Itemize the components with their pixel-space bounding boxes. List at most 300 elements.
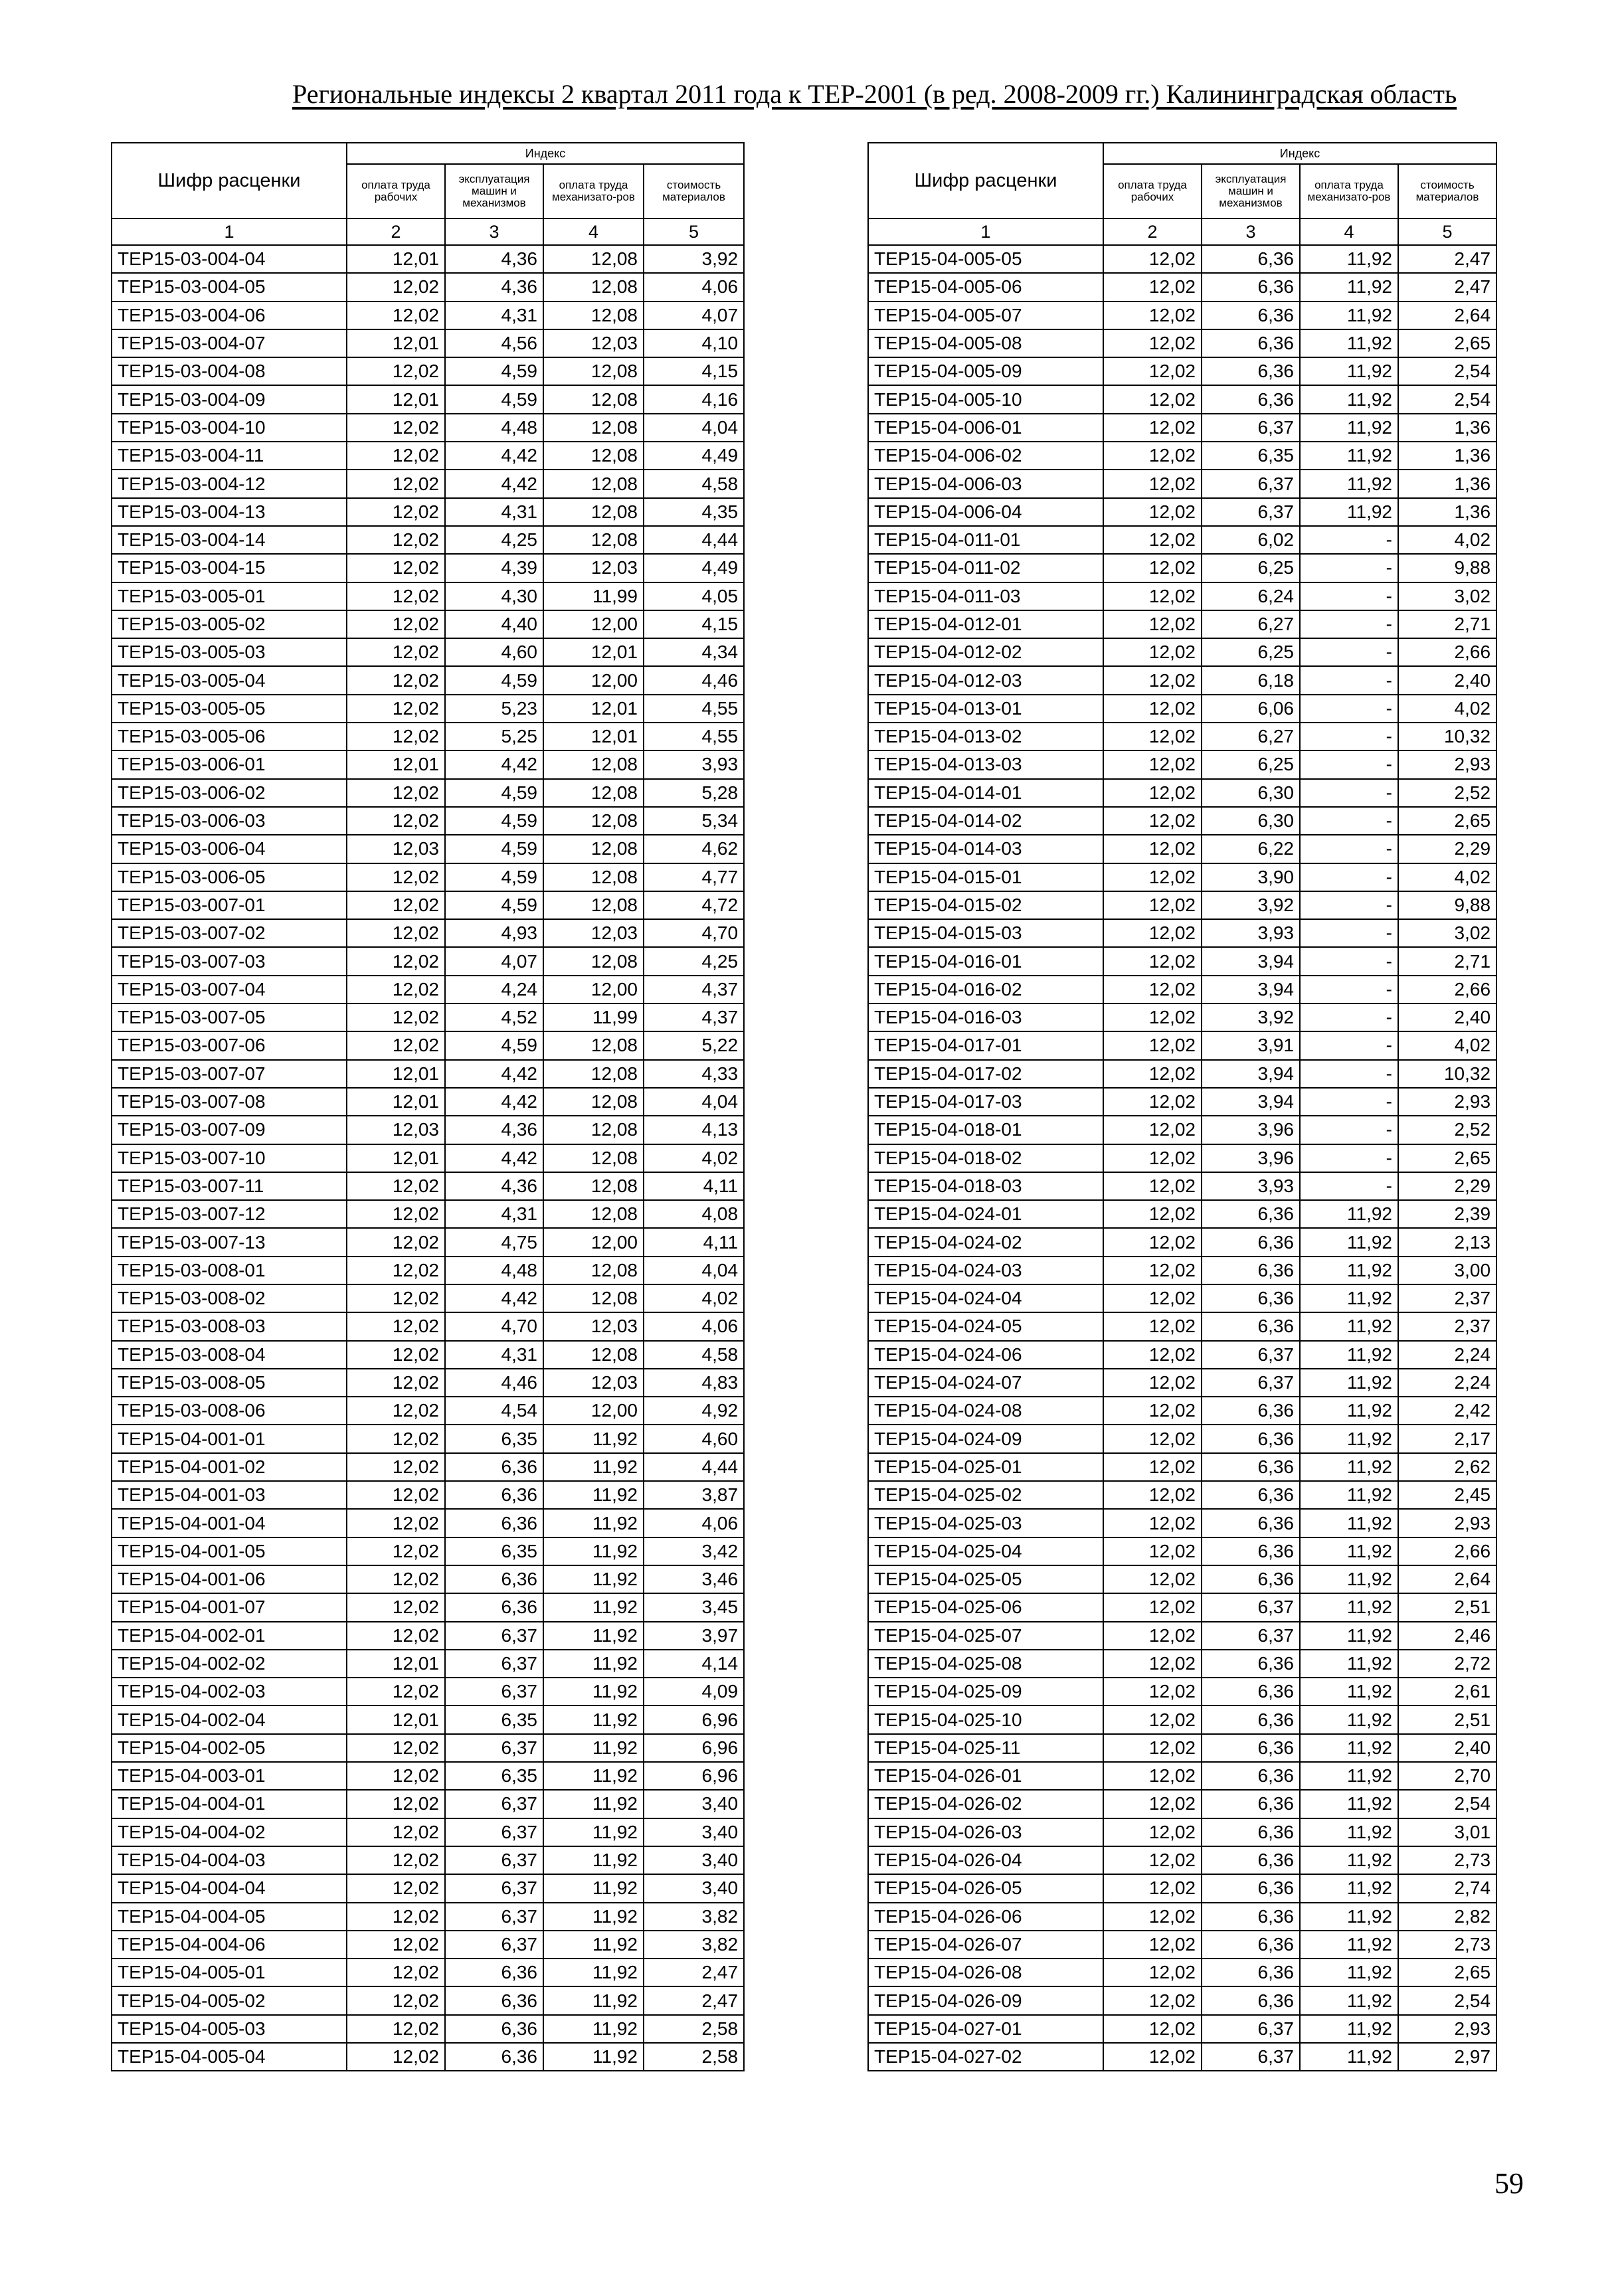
table-row <box>868 1228 1496 1256</box>
table-row <box>868 835 1496 863</box>
index-value-cell: 2,37 <box>1398 1312 1496 1340</box>
index-value-cell: 4,83 <box>644 1369 744 1397</box>
index-value-cell: 12,02 <box>347 1509 445 1537</box>
index-value-cell: - <box>1300 779 1398 807</box>
rate-code-cell: ТЕР15-04-005-06 <box>868 273 1103 301</box>
table-row <box>112 1312 744 1340</box>
rate-code-cell: ТЕР15-04-001-03 <box>112 1481 347 1509</box>
index-value-cell: 12,02 <box>347 582 445 610</box>
index-value-cell: 11,92 <box>1300 1257 1398 1284</box>
index-value-cell: 2,71 <box>1398 947 1496 975</box>
index-table-left <box>111 142 745 2071</box>
table-row <box>868 245 1496 273</box>
index-value-cell: 12,02 <box>1103 582 1202 610</box>
table-row <box>112 1004 744 1031</box>
index-value-cell: 12,00 <box>543 610 644 638</box>
index-value-cell: 6,37 <box>1202 1593 1300 1621</box>
index-value-cell: 12,02 <box>1103 610 1202 638</box>
table-row <box>868 1397 1496 1425</box>
index-value-cell: 6,96 <box>644 1762 744 1790</box>
index-value-cell: 9,88 <box>1398 554 1496 582</box>
index-value-cell: 4,31 <box>445 1341 543 1369</box>
index-value-cell: 6,36 <box>1202 1959 1300 1986</box>
index-value-cell: 4,56 <box>445 329 543 357</box>
table-row <box>868 1088 1496 1116</box>
rate-code-cell: ТЕР15-03-008-04 <box>112 1341 347 1369</box>
index-value-cell: 11,92 <box>543 1818 644 1846</box>
index-value-cell: 6,36 <box>1202 1650 1300 1678</box>
index-value-cell: 5,28 <box>644 779 744 807</box>
rate-code-cell: ТЕР15-04-017-02 <box>868 1060 1103 1088</box>
index-value-cell: 4,07 <box>445 947 543 975</box>
index-value-cell: 10,32 <box>1398 723 1496 750</box>
index-value-cell: 4,60 <box>644 1425 744 1452</box>
index-value-cell: 4,04 <box>644 1088 744 1116</box>
rate-code-cell: ТЕР15-04-025-11 <box>868 1734 1103 1762</box>
index-value-cell: 2,58 <box>644 2015 744 2043</box>
rate-code-cell: ТЕР15-03-006-01 <box>112 750 347 778</box>
index-value-cell: 11,92 <box>543 1790 644 1818</box>
table-row <box>868 1734 1496 1762</box>
rate-code-cell: ТЕР15-03-007-13 <box>112 1228 347 1256</box>
rate-code-cell: ТЕР15-03-004-15 <box>112 554 347 582</box>
index-value-cell: 12,08 <box>543 1088 644 1116</box>
index-value-cell: 11,92 <box>1300 357 1398 385</box>
table-row <box>868 414 1496 442</box>
table-row <box>868 1706 1496 1733</box>
table-row <box>112 470 744 497</box>
rate-code-cell: ТЕР15-04-017-03 <box>868 1088 1103 1116</box>
index-value-cell: 3,87 <box>644 1481 744 1509</box>
index-value-cell: 1,36 <box>1398 498 1496 526</box>
index-value-cell: 12,02 <box>347 1172 445 1200</box>
table-row <box>868 498 1496 526</box>
rate-code-cell: ТЕР15-04-011-02 <box>868 554 1103 582</box>
rate-code-cell: ТЕР15-03-008-05 <box>112 1369 347 1397</box>
table-row <box>868 1931 1496 1959</box>
index-value-cell: 3,94 <box>1202 947 1300 975</box>
index-value-cell: 12,02 <box>347 2043 445 2071</box>
rate-code-cell: ТЕР15-03-004-12 <box>112 470 347 497</box>
index-value-cell: 4,30 <box>445 582 543 610</box>
index-value-cell: 12,02 <box>347 1593 445 1621</box>
index-value-cell: 12,02 <box>1103 1453 1202 1481</box>
rate-code-cell: ТЕР15-04-005-05 <box>868 245 1103 273</box>
index-value-cell: 5,34 <box>644 807 744 835</box>
index-value-cell: 1,36 <box>1398 470 1496 497</box>
index-value-cell: 2,42 <box>1398 1397 1496 1425</box>
index-value-cell: 6,36 <box>1202 1762 1300 1790</box>
table-row <box>112 1846 744 1874</box>
index-value-cell: 4,44 <box>644 1453 744 1481</box>
index-value-cell: 12,08 <box>543 947 644 975</box>
rate-code-cell: ТЕР15-04-014-02 <box>868 807 1103 835</box>
table-row <box>868 1846 1496 1874</box>
rate-code-cell: ТЕР15-04-015-03 <box>868 919 1103 947</box>
table-row <box>112 1593 744 1621</box>
header-index-group: Индекс <box>1103 143 1496 164</box>
index-value-cell: 4,35 <box>644 498 744 526</box>
table-row <box>112 1790 744 1818</box>
index-value-cell: 12,02 <box>347 1874 445 1902</box>
table-row <box>112 498 744 526</box>
index-value-cell: 12,02 <box>1103 1903 1202 1931</box>
index-value-cell: - <box>1300 1088 1398 1116</box>
index-value-cell: 4,02 <box>644 1284 744 1312</box>
rate-code-cell: ТЕР15-04-011-03 <box>868 582 1103 610</box>
index-value-cell: 6,37 <box>445 1846 543 1874</box>
table-row <box>868 779 1496 807</box>
index-value-cell: - <box>1300 863 1398 891</box>
index-value-cell: 12,02 <box>347 442 445 470</box>
index-value-cell: 2,62 <box>1398 1453 1496 1481</box>
index-value-cell: 11,92 <box>1300 1734 1398 1762</box>
index-value-cell: 4,92 <box>644 1397 744 1425</box>
index-value-cell: 12,02 <box>347 1453 445 1481</box>
index-value-cell: 3,92 <box>1202 1004 1300 1031</box>
index-value-cell: 3,02 <box>1398 582 1496 610</box>
table-row <box>868 1509 1496 1537</box>
index-value-cell: 12,00 <box>543 666 644 694</box>
rate-code-cell: ТЕР15-04-026-03 <box>868 1818 1103 1846</box>
index-value-cell: 11,92 <box>543 1678 644 1706</box>
index-value-cell: 6,36 <box>445 1959 543 1986</box>
rate-code-cell: ТЕР15-04-018-03 <box>868 1172 1103 1200</box>
index-value-cell: 2,74 <box>1398 1874 1496 1902</box>
index-value-cell: 12,02 <box>347 1959 445 1986</box>
index-value-cell: 12,02 <box>1103 2015 1202 2043</box>
index-value-cell: 6,37 <box>1202 1622 1300 1650</box>
index-value-cell: 3,94 <box>1202 1060 1300 1088</box>
index-value-cell: 12,02 <box>347 1312 445 1340</box>
index-value-cell: 6,37 <box>445 1678 543 1706</box>
index-value-cell: 3,92 <box>1202 891 1300 919</box>
index-value-cell: 2,65 <box>1398 1144 1496 1172</box>
index-value-cell: 3,92 <box>644 245 744 273</box>
index-value-cell: 12,01 <box>543 695 644 723</box>
table-row <box>112 947 744 975</box>
table-row <box>112 1874 744 1902</box>
rate-code-cell: ТЕР15-04-025-03 <box>868 1509 1103 1537</box>
index-value-cell: 12,02 <box>1103 947 1202 975</box>
index-value-cell: 6,36 <box>1202 1537 1300 1565</box>
index-value-cell: 12,03 <box>543 919 644 947</box>
index-value-cell: 12,03 <box>347 835 445 863</box>
table-row <box>112 1959 744 1986</box>
index-value-cell: 12,02 <box>347 1481 445 1509</box>
index-value-cell: - <box>1300 1144 1398 1172</box>
table-row <box>868 1284 1496 1312</box>
index-value-cell: 12,02 <box>347 414 445 442</box>
index-value-cell: 12,02 <box>347 1341 445 1369</box>
index-value-cell: 4,07 <box>644 302 744 329</box>
index-value-cell: 12,02 <box>1103 554 1202 582</box>
index-value-cell: - <box>1300 526 1398 554</box>
index-value-cell: 12,08 <box>543 470 644 497</box>
index-value-cell: 6,36 <box>445 2043 543 2071</box>
rate-code-cell: ТЕР15-04-005-10 <box>868 385 1103 413</box>
rate-code-cell: ТЕР15-03-004-13 <box>112 498 347 526</box>
index-value-cell: 6,36 <box>1202 1874 1300 1902</box>
index-value-cell: 6,96 <box>644 1734 744 1762</box>
index-value-cell: 4,75 <box>445 1228 543 1256</box>
table-row <box>868 1369 1496 1397</box>
index-value-cell: 2,47 <box>644 1959 744 1986</box>
table-row <box>112 1257 744 1284</box>
rate-code-cell: ТЕР15-04-015-02 <box>868 891 1103 919</box>
table-row <box>112 1931 744 1959</box>
index-value-cell: 2,73 <box>1398 1846 1496 1874</box>
index-value-cell: 12,02 <box>1103 1284 1202 1312</box>
index-value-cell: 6,37 <box>1202 2043 1300 2071</box>
rate-code-cell: ТЕР15-04-024-05 <box>868 1312 1103 1340</box>
table-row <box>112 1565 744 1593</box>
index-value-cell: 12,01 <box>543 723 644 750</box>
rate-code-cell: ТЕР15-03-008-03 <box>112 1312 347 1340</box>
index-value-cell: 3,93 <box>644 750 744 778</box>
index-value-cell: 6,36 <box>1202 1903 1300 1931</box>
index-value-cell: 11,92 <box>1300 1425 1398 1452</box>
rate-code-cell: ТЕР15-04-024-04 <box>868 1284 1103 1312</box>
index-value-cell: 12,02 <box>1103 329 1202 357</box>
index-value-cell: 4,59 <box>445 891 543 919</box>
index-value-cell: 12,02 <box>347 1678 445 1706</box>
rate-code-cell: ТЕР15-04-027-02 <box>868 2043 1103 2071</box>
index-value-cell: 3,97 <box>644 1622 744 1650</box>
index-value-cell: - <box>1300 610 1398 638</box>
index-value-cell: 6,30 <box>1202 807 1300 835</box>
rate-code-cell: ТЕР15-04-025-06 <box>868 1593 1103 1621</box>
table-row <box>112 1818 744 1846</box>
table-row <box>112 1425 744 1452</box>
index-value-cell: 12,02 <box>1103 695 1202 723</box>
rate-code-cell: ТЕР15-04-024-02 <box>868 1228 1103 1256</box>
column-number: 3 <box>445 219 543 245</box>
table-row <box>112 1341 744 1369</box>
index-value-cell: 12,02 <box>1103 976 1202 1004</box>
index-value-cell: 6,02 <box>1202 526 1300 554</box>
index-value-cell: 6,36 <box>1202 1509 1300 1537</box>
index-value-cell: 12,08 <box>543 526 644 554</box>
index-value-cell: 11,92 <box>543 1734 644 1762</box>
table-row <box>112 1453 744 1481</box>
index-value-cell: 4,59 <box>445 779 543 807</box>
rate-code-cell: ТЕР15-03-006-04 <box>112 835 347 863</box>
index-value-cell: 2,52 <box>1398 1116 1496 1144</box>
table-row <box>868 582 1496 610</box>
rate-code-cell: ТЕР15-03-005-05 <box>112 695 347 723</box>
index-value-cell: 2,93 <box>1398 750 1496 778</box>
index-value-cell: 11,92 <box>543 2043 644 2071</box>
index-value-cell: - <box>1300 947 1398 975</box>
index-value-cell: 12,02 <box>1103 1650 1202 1678</box>
index-value-cell: 12,00 <box>543 976 644 1004</box>
index-value-cell: 4,31 <box>445 498 543 526</box>
index-value-cell: - <box>1300 666 1398 694</box>
index-value-cell: 12,03 <box>543 554 644 582</box>
table-row <box>112 526 744 554</box>
index-value-cell: 11,92 <box>1300 1706 1398 1733</box>
rate-code-cell: ТЕР15-03-004-11 <box>112 442 347 470</box>
index-value-cell: - <box>1300 1116 1398 1144</box>
rate-code-cell: ТЕР15-04-027-01 <box>868 2015 1103 2043</box>
rate-code-cell: ТЕР15-04-026-08 <box>868 1959 1103 1986</box>
index-value-cell: 6,36 <box>1202 1453 1300 1481</box>
index-value-cell: 12,02 <box>1103 1200 1202 1228</box>
rate-code-cell: ТЕР15-04-024-01 <box>868 1200 1103 1228</box>
index-value-cell: 2,58 <box>644 2043 744 2071</box>
index-value-cell: 12,02 <box>347 1734 445 1762</box>
index-value-cell: 11,92 <box>543 1903 644 1931</box>
index-value-cell: 6,22 <box>1202 835 1300 863</box>
index-value-cell: 12,08 <box>543 750 644 778</box>
index-value-cell: 12,02 <box>347 1284 445 1312</box>
index-value-cell: 4,36 <box>445 273 543 301</box>
index-value-cell: 12,01 <box>543 638 644 666</box>
index-value-cell: 6,35 <box>445 1425 543 1452</box>
rate-code-cell: ТЕР15-04-013-01 <box>868 695 1103 723</box>
index-value-cell: 11,92 <box>1300 1593 1398 1621</box>
index-value-cell: 4,34 <box>644 638 744 666</box>
index-value-cell: 12,02 <box>347 976 445 1004</box>
index-value-cell: 11,92 <box>543 1650 644 1678</box>
table-row <box>112 1284 744 1312</box>
index-value-cell: 12,02 <box>1103 1144 1202 1172</box>
rate-code-cell: ТЕР15-03-008-06 <box>112 1397 347 1425</box>
index-value-cell: 4,10 <box>644 329 744 357</box>
rate-code-cell: ТЕР15-04-004-02 <box>112 1818 347 1846</box>
index-value-cell: 11,99 <box>543 582 644 610</box>
index-value-cell: 6,36 <box>1202 1734 1300 1762</box>
index-value-cell: 11,92 <box>1300 1650 1398 1678</box>
index-value-cell: 2,54 <box>1398 1986 1496 2014</box>
index-value-cell: 12,02 <box>347 357 445 385</box>
index-value-cell: 4,02 <box>1398 526 1496 554</box>
index-value-cell: 12,02 <box>1103 1425 1202 1452</box>
rate-code-cell: ТЕР15-03-004-07 <box>112 329 347 357</box>
rate-code-cell: ТЕР15-04-016-01 <box>868 947 1103 975</box>
table-row <box>868 666 1496 694</box>
index-value-cell: 2,66 <box>1398 976 1496 1004</box>
index-value-cell: 2,40 <box>1398 1734 1496 1762</box>
index-value-cell: 3,45 <box>644 1593 744 1621</box>
index-value-cell: 12,02 <box>1103 1172 1202 1200</box>
index-value-cell: 12,02 <box>347 1228 445 1256</box>
index-value-cell: 11,92 <box>1300 1846 1398 1874</box>
index-value-cell: 4,70 <box>644 919 744 947</box>
index-value-cell: 12,02 <box>347 273 445 301</box>
index-value-cell: 11,92 <box>543 1931 644 1959</box>
table-row <box>868 1172 1496 1200</box>
index-value-cell: 12,02 <box>347 1846 445 1874</box>
table-row <box>868 638 1496 666</box>
index-value-cell: 11,92 <box>1300 1762 1398 1790</box>
rate-code-cell: ТЕР15-04-024-08 <box>868 1397 1103 1425</box>
table-row <box>112 245 744 273</box>
index-value-cell: 12,01 <box>347 1706 445 1733</box>
table-row <box>868 1481 1496 1509</box>
index-value-cell: 11,92 <box>1300 1284 1398 1312</box>
index-value-cell: 2,45 <box>1398 1481 1496 1509</box>
index-value-cell: 4,05 <box>644 582 744 610</box>
rate-code-cell: ТЕР15-03-004-08 <box>112 357 347 385</box>
table-row <box>112 1397 744 1425</box>
rate-code-cell: ТЕР15-04-002-03 <box>112 1678 347 1706</box>
index-value-cell: 12,02 <box>1103 1959 1202 1986</box>
table-row <box>868 891 1496 919</box>
index-value-cell: 12,02 <box>1103 835 1202 863</box>
index-value-cell: 3,40 <box>644 1818 744 1846</box>
table-row <box>112 582 744 610</box>
table-row <box>112 723 744 750</box>
index-value-cell: - <box>1300 919 1398 947</box>
index-value-cell: 2,47 <box>1398 273 1496 301</box>
index-value-cell: 12,02 <box>347 666 445 694</box>
index-value-cell: 12,02 <box>1103 1116 1202 1144</box>
table-row <box>112 302 744 329</box>
index-value-cell: 2,93 <box>1398 1509 1496 1537</box>
index-value-cell: 11,92 <box>543 1593 644 1621</box>
index-value-cell: 12,00 <box>543 1397 644 1425</box>
index-value-cell: 4,59 <box>445 357 543 385</box>
index-value-cell: 11,92 <box>1300 2043 1398 2071</box>
index-value-cell: - <box>1300 582 1398 610</box>
rate-code-cell: ТЕР15-04-025-05 <box>868 1565 1103 1593</box>
index-value-cell: 12,02 <box>1103 470 1202 497</box>
index-value-cell: 6,35 <box>445 1537 543 1565</box>
index-value-cell: 6,37 <box>1202 414 1300 442</box>
index-value-cell: 2,52 <box>1398 779 1496 807</box>
index-value-cell: 2,17 <box>1398 1425 1496 1452</box>
index-value-cell: 11,92 <box>1300 1341 1398 1369</box>
index-value-cell: 6,25 <box>1202 638 1300 666</box>
index-value-cell: 12,08 <box>543 498 644 526</box>
table-row <box>868 1874 1496 1902</box>
index-value-cell: 6,36 <box>445 1453 543 1481</box>
table-row <box>868 302 1496 329</box>
rate-code-cell: ТЕР15-04-025-02 <box>868 1481 1103 1509</box>
index-value-cell: 3,42 <box>644 1537 744 1565</box>
index-value-cell: 11,92 <box>1300 1200 1398 1228</box>
index-value-cell: 4,37 <box>644 1004 744 1031</box>
table-row <box>868 470 1496 497</box>
index-value-cell: 1,36 <box>1398 414 1496 442</box>
index-value-cell: 11,92 <box>1300 1790 1398 1818</box>
rate-code-cell: ТЕР15-04-001-04 <box>112 1509 347 1537</box>
table-row <box>868 1453 1496 1481</box>
index-value-cell: 6,36 <box>445 1481 543 1509</box>
index-value-cell: 12,03 <box>347 1116 445 1144</box>
index-value-cell: 12,02 <box>1103 1846 1202 1874</box>
index-value-cell: 6,36 <box>445 1986 543 2014</box>
index-value-cell: - <box>1300 1060 1398 1088</box>
index-value-cell: 4,58 <box>644 1341 744 1369</box>
index-value-cell: 6,36 <box>1202 1425 1300 1452</box>
rate-code-cell: ТЕР15-04-006-01 <box>868 414 1103 442</box>
rate-code-cell: ТЕР15-04-025-10 <box>868 1706 1103 1733</box>
index-value-cell: 11,92 <box>543 1959 644 1986</box>
index-value-cell: 6,27 <box>1202 723 1300 750</box>
table-row <box>868 1004 1496 1031</box>
index-value-cell: 12,02 <box>347 863 445 891</box>
page-number: 59 <box>1494 2167 1524 2200</box>
table-row <box>112 891 744 919</box>
index-value-cell: 5,22 <box>644 1031 744 1059</box>
table-row <box>112 1509 744 1537</box>
index-value-cell: 11,92 <box>1300 329 1398 357</box>
table-row <box>112 666 744 694</box>
index-value-cell: 2,29 <box>1398 835 1496 863</box>
